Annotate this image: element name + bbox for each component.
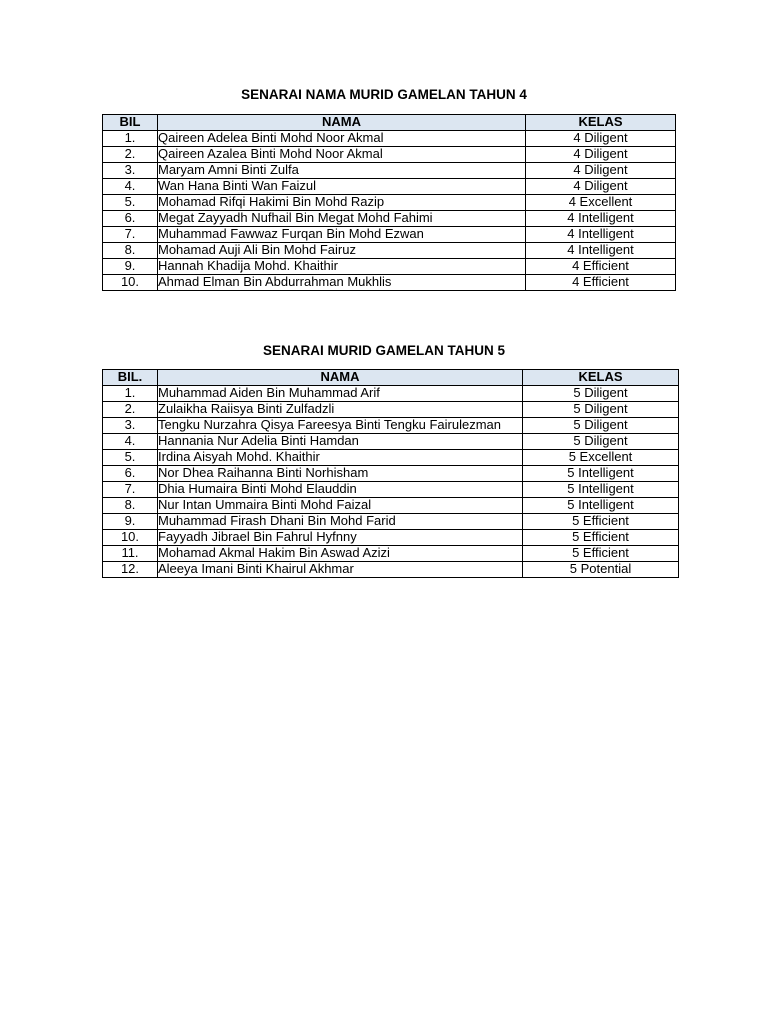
table-row	[103, 434, 679, 450]
student-name: Fayyadh Jibrael Bin Fahrul Hyfnny	[158, 530, 523, 546]
student-name: Muhammad Aiden Bin Muhammad Arif	[158, 386, 523, 402]
table-row	[103, 227, 676, 243]
table-row	[103, 482, 679, 498]
table-row	[103, 466, 679, 482]
student-table-tahun-4	[102, 114, 676, 291]
section-title-tahun-4: SENARAI NAMA MURID GAMELAN TAHUN 4	[241, 87, 527, 102]
row-number: 5.	[103, 450, 158, 466]
student-name: Nur Intan Ummaira Binti Mohd Faizal	[158, 498, 523, 514]
student-name: Mohamad Rifqi Hakimi Bin Mohd Razip	[158, 195, 526, 211]
table-row	[103, 163, 676, 179]
student-class: 5 Excellent	[523, 450, 679, 466]
table-row	[103, 195, 676, 211]
student-class: 5 Efficient	[523, 546, 679, 562]
student-class: 5 Intelligent	[523, 482, 679, 498]
student-name: Maryam Amni Binti Zulfa	[158, 163, 526, 179]
student-class: 5 Diligent	[523, 418, 679, 434]
student-name: Mohamad Akmal Hakim Bin Aswad Azizi	[158, 546, 523, 562]
student-class: 5 Efficient	[523, 514, 679, 530]
row-number: 9.	[103, 514, 158, 530]
row-number: 4.	[103, 179, 158, 195]
table-row	[103, 386, 679, 402]
student-name: Muhammad Fawwaz Furqan Bin Mohd Ezwan	[158, 227, 526, 243]
header-bil: BIL	[103, 115, 158, 131]
student-class: 4 Diligent	[526, 163, 676, 179]
row-number: 2.	[103, 147, 158, 163]
student-name: Qaireen Azalea Binti Mohd Noor Akmal	[158, 147, 526, 163]
row-number: 10.	[103, 275, 158, 291]
student-class: 4 Intelligent	[526, 243, 676, 259]
header-kelas: KELAS	[526, 115, 676, 131]
table-row	[103, 546, 679, 562]
row-number: 1.	[103, 386, 158, 402]
student-class: 5 Intelligent	[523, 498, 679, 514]
row-number: 11.	[103, 546, 158, 562]
student-class: 4 Diligent	[526, 131, 676, 147]
student-name: Wan Hana Binti Wan Faizul	[158, 179, 526, 195]
student-name: Aleeya Imani Binti Khairul Akhmar	[158, 562, 523, 578]
table-row	[103, 402, 679, 418]
row-number: 2.	[103, 402, 158, 418]
row-number: 6.	[103, 211, 158, 227]
table-row	[103, 562, 679, 578]
header-nama: NAMA	[158, 370, 523, 386]
student-name: Hannah Khadija Mohd. Khaithir	[158, 259, 526, 275]
table-row	[103, 211, 676, 227]
row-number: 12.	[103, 562, 158, 578]
header-nama: NAMA	[158, 115, 526, 131]
student-name: Zulaikha Raiisya Binti Zulfadzli	[158, 402, 523, 418]
student-class: 5 Efficient	[523, 530, 679, 546]
table-body	[103, 386, 679, 578]
student-class: 5 Diligent	[523, 402, 679, 418]
table-row	[103, 530, 679, 546]
table-body	[103, 131, 676, 291]
table-row	[103, 498, 679, 514]
student-class: 4 Intelligent	[526, 227, 676, 243]
row-number: 7.	[103, 482, 158, 498]
header-kelas: KELAS	[523, 370, 679, 386]
row-number: 10.	[103, 530, 158, 546]
student-class: 5 Diligent	[523, 386, 679, 402]
row-number: 5.	[103, 195, 158, 211]
table-row	[103, 131, 676, 147]
row-number: 1.	[103, 131, 158, 147]
student-class: 4 Efficient	[526, 259, 676, 275]
table-row	[103, 418, 679, 434]
table-row	[103, 275, 676, 291]
row-number: 3.	[103, 418, 158, 434]
row-number: 8.	[103, 498, 158, 514]
table-row	[103, 147, 676, 163]
student-name: Hannania Nur Adelia Binti Hamdan	[158, 434, 523, 450]
table-row	[103, 243, 676, 259]
table-header-row	[103, 370, 679, 386]
row-number: 6.	[103, 466, 158, 482]
student-name: Irdina Aisyah Mohd. Khaithir	[158, 450, 523, 466]
student-name: Qaireen Adelea Binti Mohd Noor Akmal	[158, 131, 526, 147]
row-number: 8.	[103, 243, 158, 259]
student-class: 5 Diligent	[523, 434, 679, 450]
student-class: 5 Intelligent	[523, 466, 679, 482]
table-row	[103, 259, 676, 275]
row-number: 7.	[103, 227, 158, 243]
student-name: Mohamad Auji Ali Bin Mohd Fairuz	[158, 243, 526, 259]
table-row	[103, 514, 679, 530]
student-name: Nor Dhea Raihanna Binti Norhisham	[158, 466, 523, 482]
student-class: 4 Diligent	[526, 179, 676, 195]
student-name: Tengku Nurzahra Qisya Fareesya Binti Tengku Fairulezman	[158, 418, 523, 434]
student-class: 4 Intelligent	[526, 211, 676, 227]
student-name: Megat Zayyadh Nufhail Bin Megat Mohd Fahimi	[158, 211, 526, 227]
student-class: 4 Excellent	[526, 195, 676, 211]
row-number: 3.	[103, 163, 158, 179]
table-header-row	[103, 115, 676, 131]
student-class: 4 Efficient	[526, 275, 676, 291]
student-name: Muhammad Firash Dhani Bin Mohd Farid	[158, 514, 523, 530]
student-class: 4 Diligent	[526, 147, 676, 163]
table-row	[103, 179, 676, 195]
student-name: Dhia Humaira Binti Mohd Elauddin	[158, 482, 523, 498]
student-name: Ahmad Elman Bin Abdurrahman Mukhlis	[158, 275, 526, 291]
row-number: 9.	[103, 259, 158, 275]
student-class: 5 Potential	[523, 562, 679, 578]
section-title-tahun-5: SENARAI MURID GAMELAN TAHUN 5	[263, 343, 505, 358]
student-table-tahun-5	[102, 369, 679, 578]
row-number: 4.	[103, 434, 158, 450]
header-bil: BIL.	[103, 370, 158, 386]
table-row	[103, 450, 679, 466]
